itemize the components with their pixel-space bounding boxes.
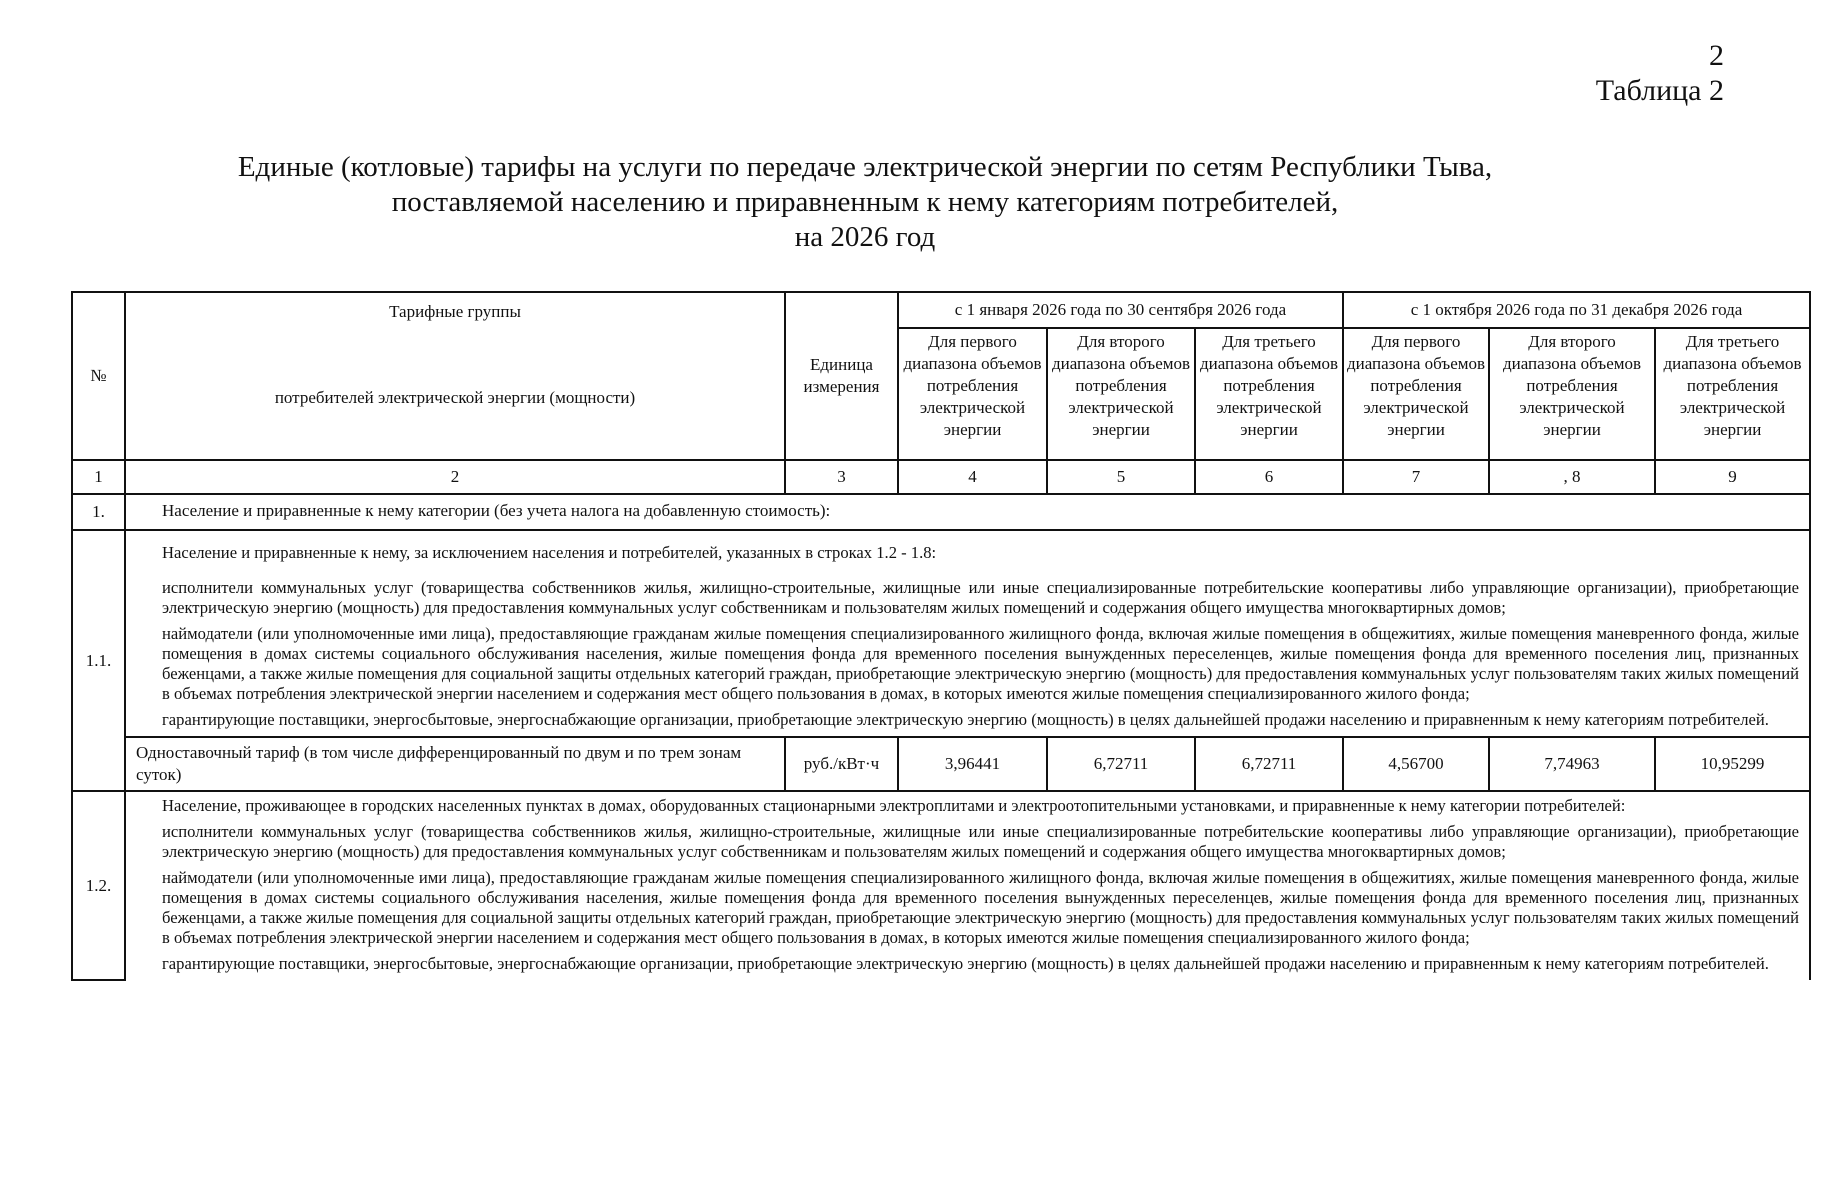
- column-number: 2: [125, 460, 785, 494]
- header-tariff-groups: [125, 292, 785, 460]
- column-number: 1: [72, 460, 125, 494]
- table-row-1: [72, 494, 1810, 530]
- column-number: 4: [898, 460, 1047, 494]
- tariff-value: 10,95299: [1655, 737, 1810, 791]
- column-number: 3: [785, 460, 898, 494]
- header-period-2: с 1 октября 2026 года по 31 декабря 2026 года: [1343, 292, 1810, 328]
- row-item-text: гарантирующие поставщики, энергосбытовые, энергоснабжающие организации, приобретающие электрическую энергию (мощность) в целях дальнейшей продажи населению и приравненным к нему категориям потребителей.: [162, 954, 1769, 973]
- row-item-text: наймодатели (или уполномоченные ими лица), предоставляющие гражданам жилые помещения специализированного жилищного фонда, включая жилые помещения в общежитиях, жилые помещения маневренного фонда, жилые помещения в домах системы социального обслуживания населения, жилые помещения фонда для временного поселения вынужденных переселенцев, жилые помещения фонда для временного поселения лиц, признанных беженцами, а также жилые помещения для социальной защиты отдельных категорий граждан, приобретающие электрическую энергию (мощность) для предоставления коммунальных услуг пользователям таких жилых помещений в объемах потребления электрической энергии населением и содержания мест общего пользования в домах, в которых имеются жилые помещения специализированного жилого фонда;: [162, 868, 1800, 947]
- header-range-p1-first: Для первого диапазона объемов потребления электрической энергии: [898, 328, 1047, 460]
- header-period-1: с 1 января 2026 года по 30 сентября 2026 года: [898, 292, 1343, 328]
- tariff-value: 3,96441: [898, 737, 1047, 791]
- table-row-1-2: [72, 791, 1810, 980]
- tariff-row: [72, 737, 1810, 791]
- table-label: Таблица 2: [1595, 74, 1724, 107]
- title-line-3: на 2026 год: [794, 221, 936, 253]
- column-number: 5: [1047, 460, 1195, 494]
- page-number: 2: [1709, 39, 1724, 72]
- column-number: 9: [1655, 460, 1810, 494]
- header-range-p2-first: Для первого диапазона объемов потребления электрической энергии: [1343, 328, 1489, 460]
- row-lead-text: Население, проживающее в городских населенных пунктах в домах, оборудованных стационарными электроплитами и электроотопительными установками, и приравненные к нему категории потребителей:: [162, 796, 1626, 815]
- row-description: [125, 530, 1810, 737]
- tariff-value: 6,72711: [1047, 737, 1195, 791]
- row-item-text: наймодатели (или уполномоченные ими лица), предоставляющие гражданам жилые помещения специализированного жилищного фонда, включая жилые помещения в общежитиях, жилые помещения маневренного фонда, жилые помещения в домах системы социального обслуживания населения, жилые помещения фонда для временного поселения вынужденных переселенцев, жилые помещения фонда для временного поселения лиц, признанных беженцами, а также жилые помещения для социальной защиты отдельных категорий граждан, приобретающие электрическую энергию (мощность) для предоставления коммунальных услуг пользователям таких жилых помещений в объемах потребления электрической энергии населением и содержания мест общего пользования в домах, в которых имеются жилые помещения специализированного жилого фонда;: [162, 624, 1800, 703]
- header-range-p1-third: Для третьего диапазона объемов потребления электрической энергии: [1195, 328, 1343, 460]
- tariff-name: Одноставочный тариф (в том числе дифференцированный по двум и по трем зонам суток): [125, 737, 785, 791]
- header-range-p2-second: Для второго диапазона объемов потребления электрической энергии: [1489, 328, 1655, 460]
- header-unit: Единица измерения: [785, 292, 898, 460]
- header-row-periods: [72, 292, 1810, 328]
- column-number: , 8: [1489, 460, 1655, 494]
- row-item-text: исполнители коммунальных услуг (товарищества собственников жилья, жилищно-строительные, жилищные или иные специализированные потребительские кооперативы либо управляющие организации), приобретающие электрическую энергию (мощность) для предоставления коммунальных услуг собственникам и пользователям жилых помещений и содержания общего имущества многоквартирных домов;: [162, 578, 1800, 617]
- row-item-text: гарантирующие поставщики, энергосбытовые, энергоснабжающие организации, приобретающие электрическую энергию (мощность) в целях дальнейшей продажи населению и приравненным к нему категориям потребителей.: [162, 710, 1769, 729]
- section-title: Население и приравненные к нему категории (без учета налога на добавленную стоимость):: [125, 494, 1810, 530]
- tariff-unit: руб./кВт·ч: [785, 737, 898, 791]
- row-description: [125, 791, 1810, 980]
- row-number: 1.2.: [72, 791, 125, 980]
- document-title: [70, 150, 1660, 255]
- row-number: 1.: [72, 494, 125, 530]
- title-line-1: Единые (котловые) тарифы на услуги по передаче электрической энергии по сетям Республики Тыва,: [237, 151, 1493, 183]
- row-lead-text: Население и приравненные к нему, за исключением населения и потребителей, указанных в строках 1.2 - 1.8:: [162, 543, 937, 562]
- header-group-top: Тарифные группы: [389, 302, 521, 321]
- tariff-value: 7,74963: [1489, 737, 1655, 791]
- row-item-text: исполнители коммунальных услуг (товарищества собственников жилья, жилищно-строительные, жилищные или иные специализированные потребительские кооперативы либо управляющие организации), приобретающие электрическую энергию (мощность) для предоставления коммунальных услуг собственникам и пользователям жилых помещений и содержания общего имущества многоквартирных домов;: [162, 822, 1800, 861]
- header-range-p1-second: Для второго диапазона объемов потребления электрической энергии: [1047, 328, 1195, 460]
- table-row-1-1: [72, 530, 1810, 737]
- tariff-value: 6,72711: [1195, 737, 1343, 791]
- header-num: №: [72, 292, 125, 460]
- tariff-table: [71, 291, 1811, 981]
- column-number-row: [72, 460, 1810, 494]
- column-number: 7: [1343, 460, 1489, 494]
- column-number: 6: [1195, 460, 1343, 494]
- header-range-p2-third: Для третьего диапазона объемов потребления электрической энергии: [1655, 328, 1810, 460]
- row-number: 1.1.: [72, 530, 125, 791]
- title-line-2: поставляемой населению и приравненным к нему категориям потребителей,: [391, 186, 1339, 218]
- header-group-bottom: потребителей электрической энергии (мощности): [274, 388, 636, 407]
- tariff-value: 4,56700: [1343, 737, 1489, 791]
